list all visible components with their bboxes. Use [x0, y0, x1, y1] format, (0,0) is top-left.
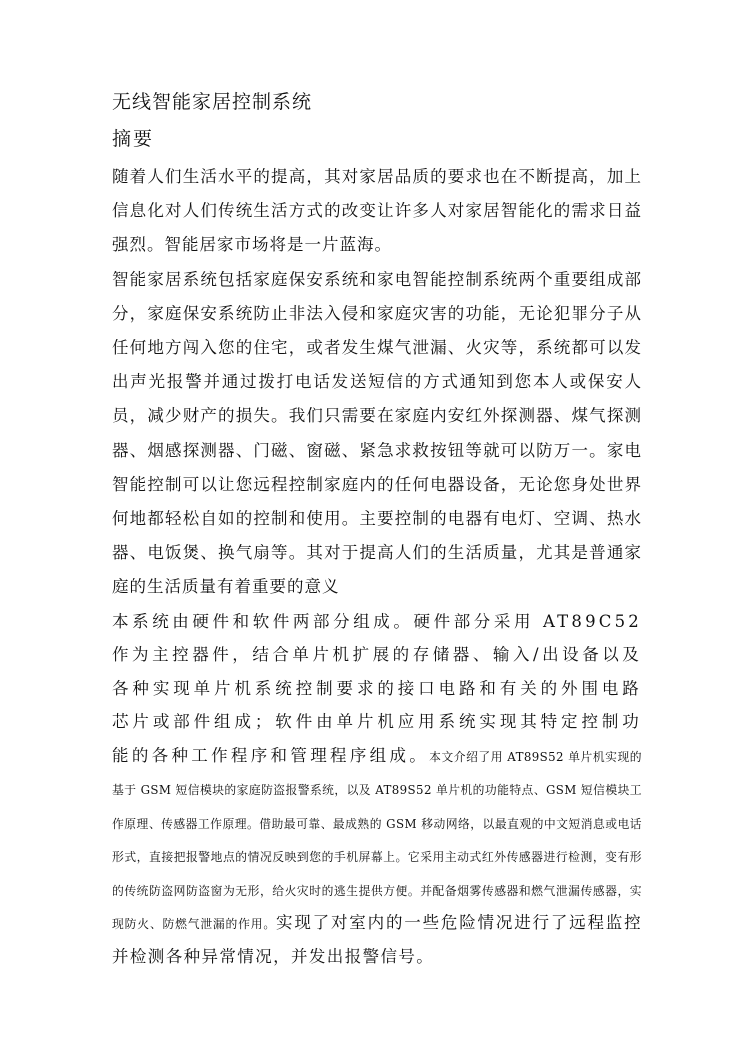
paragraph-intro: 随着人们生活水平的提高，其对家居品质的要求也在不断提高，加上信息化对人们传统生活方式的改变让许多人对家居智能化的需求日益强烈。智能居家市场将是一片蓝海。: [112, 167, 642, 255]
document-title: 无线智能家居控制系统: [112, 91, 313, 113]
document-page: [112, 88, 642, 973]
paragraph-hardware-software: [112, 605, 642, 974]
abstract-heading: 摘要: [112, 128, 155, 150]
paragraph-gsm-alarm-summary: 本文介绍了用 AT89S52 单片机实现的基于 GSM 短信模块的家庭防盗报警系统，以及 AT89S52 单片机的功能特点、GSM 短信模块工作原理、传感器工作原理。借助最可靠、最成熟的 GSM 移动网络，以最直观的中文短消息或电话形式，直接把报警地点的情况反映到您的手机屏幕上。它采用主动式红外传感器进行检测，变有形的传统防盗网防盗窗为无形，给火灾时的逃生提供方便。并配备烟雾传感器和燃气泄漏传感器，实现防火、防燃气泄漏的作用。: [112, 749, 642, 932]
paragraph-hardware-software-main: 本系统由硬件和软件两部分组成。硬件部分采用 AT89C52 作为主控器件，结合单片机扩展的存储器、输入/出设备以及各种实现单片机系统控制要求的接口电路和有关的外围电路芯片或部件组成；软件由单片机应用系统实现其特定控制功能的各种工作程序和管理程序组成。: [112, 611, 642, 765]
paragraph-system-overview: 智能家居系统包括家庭保安系统和家电智能控制系统两个重要组成部分，家庭保安系统防止非法入侵和家庭灾害的功能，无论犯罪分子从任何地方闯入您的住宅，或者发生煤气泄漏、火灾等，系统都可以发出声光报警并通过拨打电话发送短信的方式通知到您本人或保安人员，减少财产的损失。我们只需要在家庭内安红外探测器、煤气探测器、烟感探测器、门磁、窗磁、紧急求救按钮等就可以防万一。家电智能控制可以让您远程控制家庭内的任何电器设备，无论您身处世界何地都轻松自如的控制和使用。主要控制的电器有电灯、空调、热水器、电饭煲、换气扇等。其对于提高人们的生活质量，尤其是普通家庭的生活质量有着重要的意义: [112, 269, 642, 597]
paragraph-remote-monitoring: 实现了对室内的一些危险情况进行了远程监控并检测各种异常情况，并发出报警信号。: [112, 913, 643, 966]
